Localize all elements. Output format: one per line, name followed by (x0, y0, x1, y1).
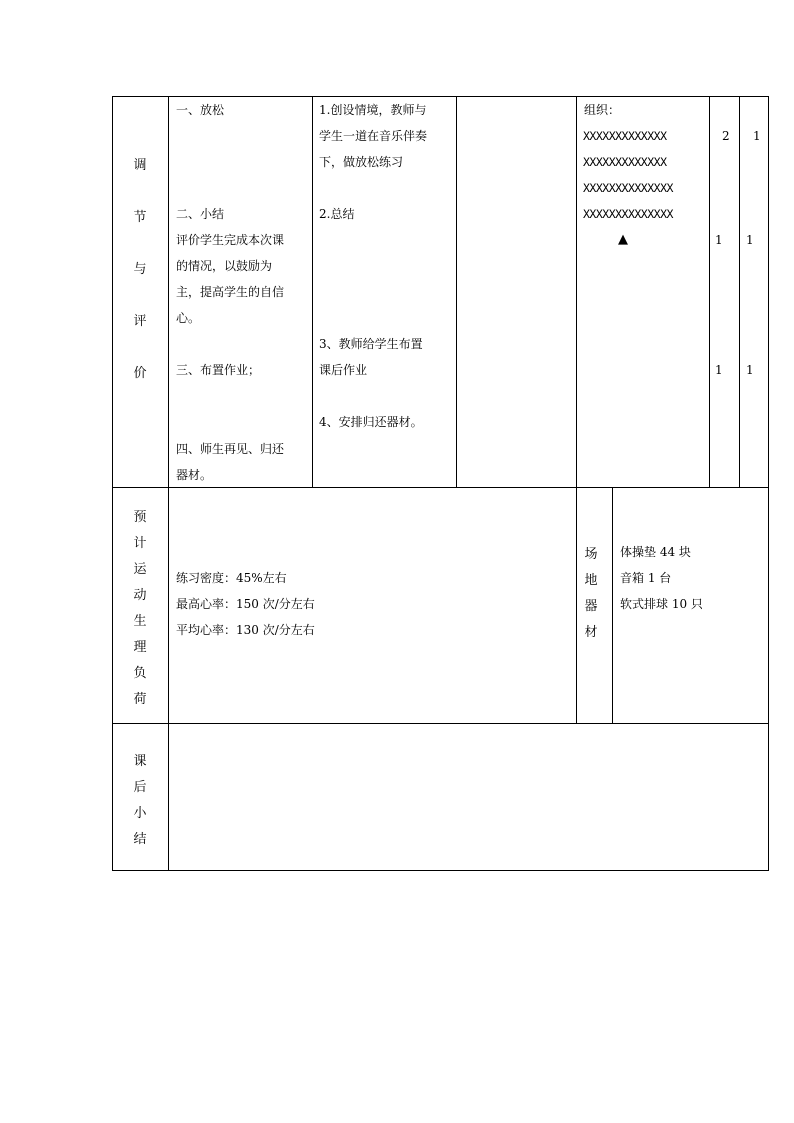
teacher-position-triangle-icon: ▲ (618, 232, 628, 247)
content-item-summary-title: 二、小结 (176, 207, 225, 221)
col-divider-student (576, 96, 577, 487)
row-divider-2 (112, 723, 769, 724)
label-char: 结 (133, 832, 147, 847)
label-char: 课 (133, 754, 147, 769)
teacher-step: 课后作业 (319, 363, 368, 377)
content-item-farewell: 器材。 (176, 468, 213, 482)
label-char: 生 (133, 614, 147, 629)
organization-title: 组织： (584, 103, 621, 117)
count-value: 1 (746, 233, 754, 247)
teacher-step: 下，做放松练习 (319, 155, 404, 169)
equipment-item: 体操垫 44 块 (620, 545, 691, 559)
time-value: 1 (715, 363, 723, 377)
label-char: 小 (133, 806, 147, 821)
col-divider-venue (612, 487, 613, 723)
col-divider-time (739, 96, 740, 487)
teacher-step: 1.创设情境，教师与 (319, 103, 427, 117)
label-char: 计 (133, 536, 147, 551)
label-char: 地 (584, 573, 598, 588)
formation-row: XXXXXXXXXXXXX (583, 129, 667, 143)
label-char: 场 (584, 547, 598, 562)
label-char: 价 (133, 366, 147, 381)
label-char: 运 (133, 562, 147, 577)
table-border-bottom (112, 870, 769, 871)
content-item-summary-desc: 心。 (176, 311, 201, 325)
label-char: 负 (133, 666, 147, 681)
formation-row: XXXXXXXXXXXXXX (583, 207, 673, 221)
col-divider-org (709, 96, 710, 487)
label-column-divider (168, 96, 169, 871)
label-char: 预 (133, 510, 147, 525)
avg-heart-rate: 平均心率：130 次/分左右 (176, 623, 315, 637)
time-value: 1 (715, 233, 723, 247)
col-divider-content (312, 96, 313, 487)
teacher-step: 3、教师给学生布置 (319, 337, 423, 351)
count-value: 1 (746, 363, 754, 377)
label-char: 调 (133, 158, 147, 173)
label-char: 材 (584, 625, 598, 640)
formation-row: XXXXXXXXXXXXXX (583, 181, 673, 195)
content-item-summary-desc: 的情况，以鼓励为 (176, 259, 273, 273)
label-char: 动 (133, 588, 147, 603)
max-heart-rate: 最高心率：150 次/分左右 (176, 597, 315, 611)
teacher-step: 4、安排归还器材。 (319, 415, 423, 429)
label-char: 荷 (133, 692, 147, 707)
teacher-step: 2.总结 (319, 207, 355, 221)
content-item-farewell: 四、师生再见、归还 (176, 442, 285, 456)
label-char: 与 (133, 262, 147, 277)
label-char: 后 (133, 780, 147, 795)
practice-density: 练习密度：45%左右 (176, 571, 287, 585)
content-item-relax: 一、放松 (176, 103, 225, 117)
equipment-item: 软式排球 10 只 (620, 597, 703, 611)
equipment-item: 音箱 1 台 (620, 571, 672, 585)
col-divider-teacher (456, 96, 457, 487)
content-item-homework: 三、布置作业； (176, 363, 261, 377)
time-value: 2 (722, 129, 730, 143)
label-char: 理 (133, 640, 147, 655)
label-char: 评 (133, 314, 147, 329)
formation-row: XXXXXXXXXXXXX (583, 155, 667, 169)
content-item-summary-desc: 主，提高学生的自信 (176, 285, 285, 299)
content-item-summary-desc: 评价学生完成本次课 (176, 233, 285, 247)
label-char: 节 (133, 210, 147, 225)
count-value: 1 (753, 129, 761, 143)
col-divider-load (576, 487, 577, 723)
label-char: 器 (584, 599, 598, 614)
table-border-right (768, 96, 769, 871)
teacher-step: 学生一道在音乐伴奏 (319, 129, 428, 143)
table-border-left (112, 96, 113, 871)
